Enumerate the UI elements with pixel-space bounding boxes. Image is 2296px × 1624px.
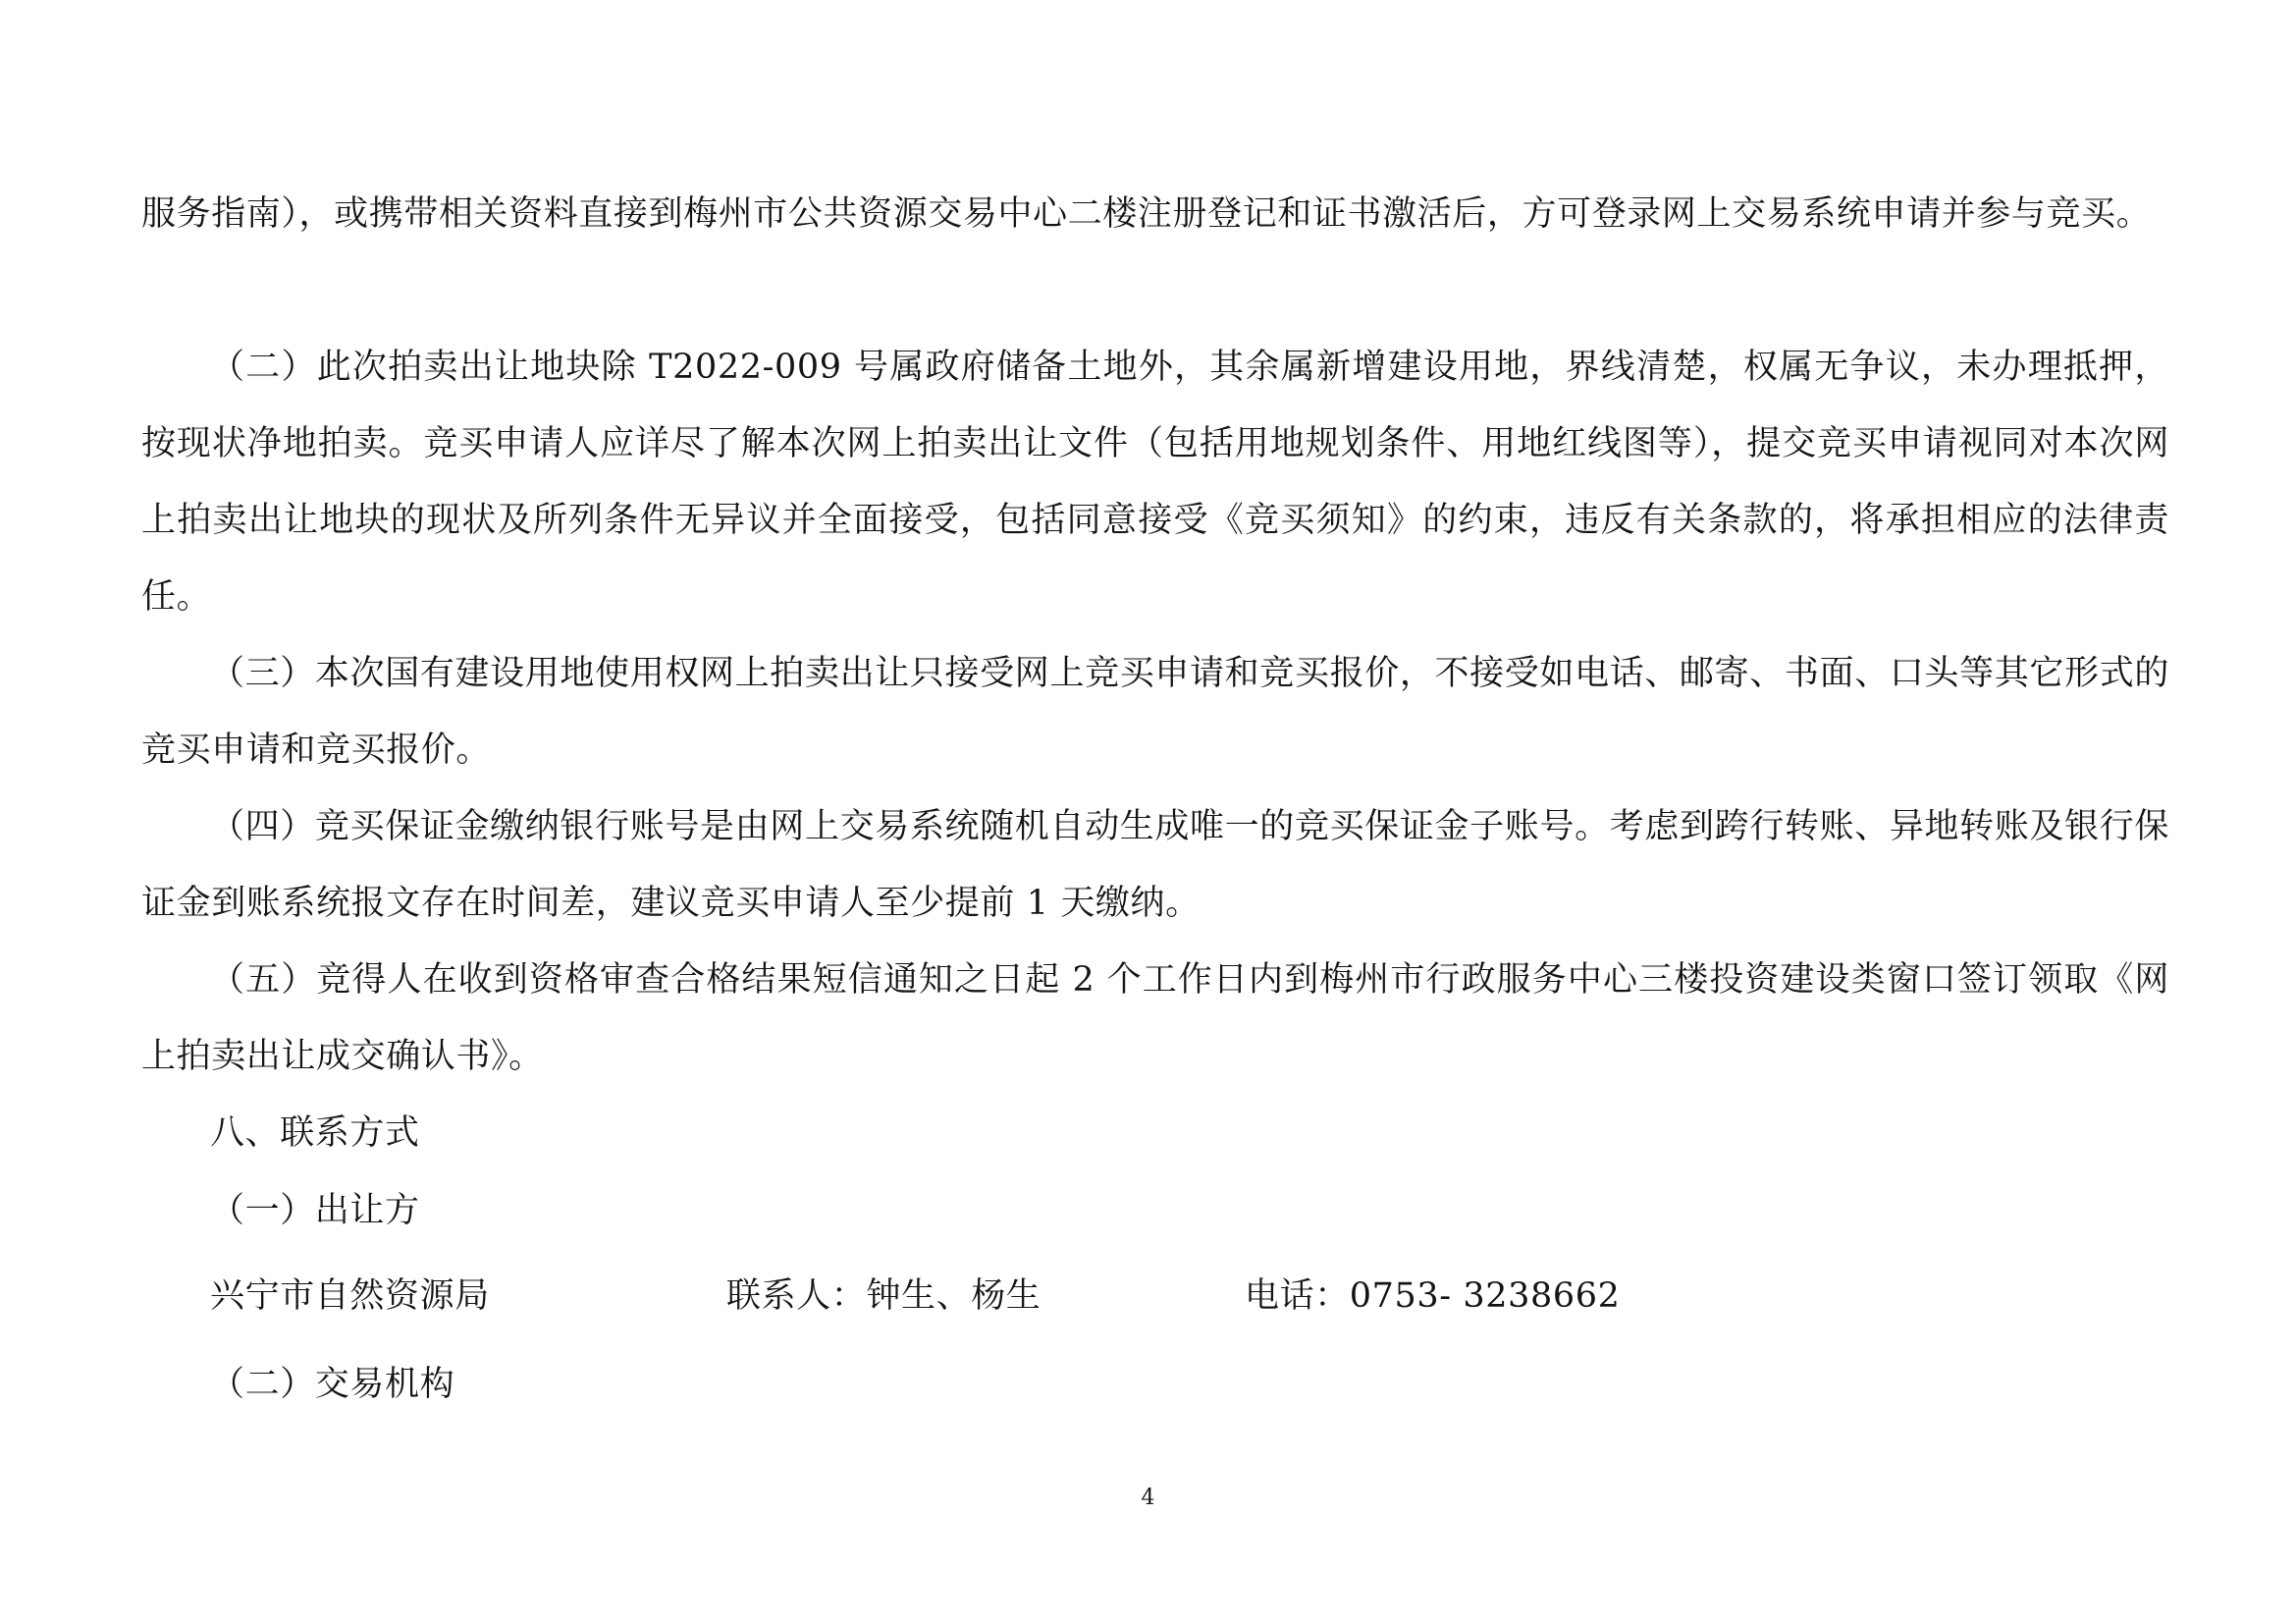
paragraph-item-4: （四）竞买保证金缴纳银行账号是由网上交易系统随机自动生成唯一的竞买保证金子账号。考虑到跨行转账、异地转账及银行保证金到账系统报文存在时间差，建议竞买申请人至少提前 1 天缴纳。 bbox=[141, 807, 2169, 923]
paragraph-service-guide: 服务指南），或携带相关资料直接到梅州市公共资源交易中心二楼注册登记和证书激活后，方可登录网上交易系统申请并参与竞买。 bbox=[141, 194, 2152, 234]
paragraph-item-5: （五）竞得人在收到资格审查合格结果短信通知之日起 2 个工作日内到梅州市行政服务中心三楼投资建设类窗口签订领取《网上拍卖出让成交确认书》。 bbox=[141, 960, 2169, 1076]
contact-organization: 兴宁市自然资源局 bbox=[210, 1276, 490, 1316]
contact-person: 联系人：钟生、杨生 bbox=[726, 1276, 1041, 1316]
page-number: 4 bbox=[1141, 1486, 1155, 1510]
contact-row bbox=[0, 1276, 2296, 1326]
section-heading-contact: 八、联系方式 bbox=[210, 1113, 420, 1153]
sub-heading-transferor: （一）出让方 bbox=[210, 1191, 420, 1230]
sub-heading-trading-agency: （二）交易机构 bbox=[210, 1365, 455, 1404]
contact-phone: 电话：0753- 3238662 bbox=[1245, 1276, 1621, 1316]
paragraph-item-3: （三）本次国有建设用地使用权网上拍卖出让只接受网上竞买申请和竞买报价，不接受如电话、邮寄、书面、口头等其它形式的竞买申请和竞买报价。 bbox=[141, 654, 2169, 770]
paragraph-item-2: （二）此次拍卖出让地块除 T2022-009 号属政府储备土地外，其余属新增建设用地，界线清楚，权属无争议，未办理抵押，按现状净地拍卖。竞买申请人应详尽了解本次网上拍卖出让文件（包括用地规划条件、用地红线图等），提交竞买申请视同对本次网上拍卖出让地块的现状及所列条件无异议并全面接受，包括同意接受《竞买须知》的约束，违反有关条款的，将承担相应的法律责任。 bbox=[141, 348, 2169, 617]
